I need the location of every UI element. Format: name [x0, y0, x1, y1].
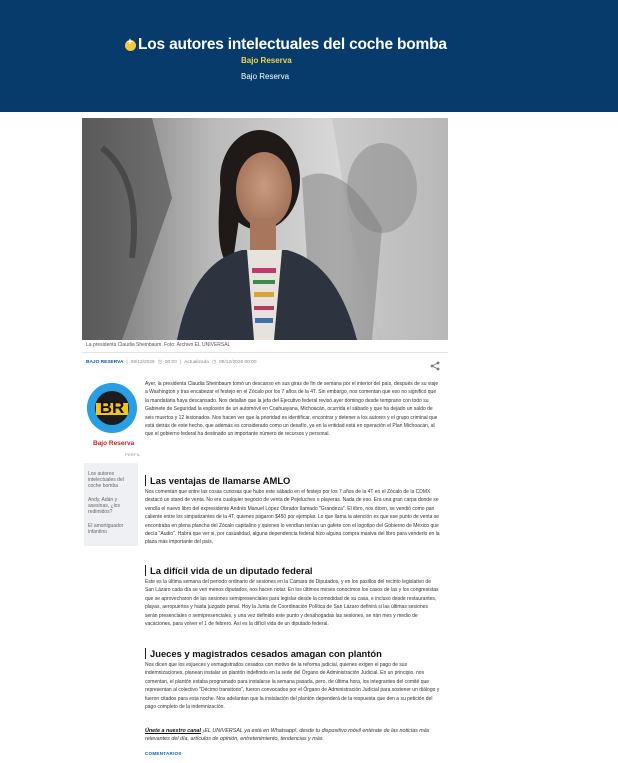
- heading-marker: [145, 648, 146, 659]
- related-item[interactable]: Andy, Adán y asesinas, ¿los redimidos?: [88, 497, 120, 515]
- heading-marker: [145, 475, 146, 486]
- publish-date: 08/12/2026: [130, 360, 155, 365]
- author-logo[interactable]: [87, 383, 137, 433]
- meta-separator: |: [126, 360, 128, 365]
- author-name[interactable]: Bajo Reserva: [93, 440, 135, 447]
- meta-section-link[interactable]: BAJO RESERVA: [86, 360, 124, 365]
- paragraph: Nos comentan que entre las cosas curiosas que hubo este sábado en el festejo por los 7 años de la 4T en el Zócalo de la CDMX destacó un stand de venta. No era cualquier negocio de venta de Pejeluches o playeras. Nada de eso. Era una gran carpa donde se vendía el nuevo libro del expresidente Andrés Manuel López Obrador llamado "Grandeza". El libro, nos dicen, se vendió como pan caliente entre los simpatizantes de la 4T, quienes pagaron $450 por ejemplar. Lo que llama la atención es que ese punto de venta se encontraba en plena plancha del Zócalo capitalino y quienes lo vendían tenían un gafete con el logotipo del Gobierno de México que decía "Audio". Habrá que ver si, por casualidad, alguna dependencia federal hizo alguna compra masiva del libro para venderlo en la plaza más importante del país.: [145, 489, 440, 546]
- subheading: Jueces y magistrados cesados amagan con plantón: [150, 648, 382, 659]
- comments-link[interactable]: COMENTARIOS: [145, 751, 182, 756]
- photo-caption: La presidenta Claudia Sheinbaum. Foto: Archivo EL UNIVERSAL: [86, 342, 231, 348]
- article-meta: [86, 360, 257, 365]
- share-icon[interactable]: [430, 361, 440, 371]
- author-profile-link[interactable]: PERFIL: [125, 452, 141, 457]
- whatsapp-promo: [145, 727, 441, 744]
- heading-marker: [145, 565, 146, 576]
- section-subtitle: Bajo Reserva: [241, 72, 290, 81]
- article-title: Los autores intelectuales del coche bomba: [138, 36, 447, 53]
- plus-badge-icon: [125, 40, 136, 51]
- paragraph: Nos dicen que los exjueces y exmagistrados cesados con motivo de la reforma judicial, quienes exigen el pago de sus indemnizaciones, planean instalar un plantón indefinido en la sede del Órgano de Administración Judicial. En un principio, nos comentan, el plantón estaba programado para instalarse la semana pasada, pero, de última hora, los integrantes del comité que representan al colectivo "Décimo transitorio", fueron convocados por el Órgano de Administración Judicial para sostener un diálogo y fueron citados para esta noche. Nos adelantan que la instalación del plantón dependerá de la respuesta que den a su petición del pago completo de la indemnización.: [145, 662, 440, 711]
- divider: [82, 352, 448, 353]
- author-logo-letters: BR: [99, 398, 125, 417]
- whatsapp-promo-text: ¡EL UNIVERSAL ya está en Whatsapp!, desde tu dispositivo móvil entérate de las noticias más relevantes del día, artículos de opinión, entretenimiento, tendencias y más.: [145, 728, 430, 743]
- clock-icon: ◷: [157, 360, 162, 365]
- clock-icon: ◷: [211, 360, 217, 365]
- related-item[interactable]: Los autores intelectuales del coche bomba: [88, 471, 124, 489]
- updated-label: Actualizada: [184, 360, 209, 365]
- subheading: La difícil vida de un diputado federal: [150, 565, 313, 576]
- related-item[interactable]: El amortiguador infantino: [88, 523, 124, 535]
- meta-separator: |: [179, 360, 182, 365]
- title-row: [125, 36, 447, 54]
- updated-date: 08/12/2026 00:00: [219, 360, 257, 365]
- publish-time: 00:00: [164, 360, 177, 365]
- portrait-image: [82, 118, 448, 340]
- section-link[interactable]: Bajo Reserva: [241, 56, 292, 65]
- whatsapp-channel-link[interactable]: Únete a nuestro canal: [145, 728, 202, 734]
- paragraph: Este es la última semana del periodo ordinario de sesiones en la Cámara de Diputados, y en los pasillos del recinto legislativo de San Lázaro cada día se ven menos diputados, nos hacen notar. En los últimos meses conocimos los casos de las y los congresistas que se aprovecharon de las sesiones semipresenciales para legislar desde la comodidad de su casa, e incluso desde restaurantes, playas, aeropuertos y hasta juzgado penal. Hoy la Junta de Coordinación Política de San Lázaro definirá si las últimas sesiones serán presenciales o semipresenciales, y una vez definido este punto y desahogadas las sesiones, se irán mes y medio de vacaciones, para volver el 1 de febrero. Así es la difícil vida de un diputado federal.: [145, 579, 439, 628]
- article-header: [0, 0, 618, 112]
- paragraph: Ayer, la presidenta Claudia Sheinbaum tomó un descanso en sus giras de fin de semana por el interior del país, después de su viaje a Washington y tras encabezar el festejo en el Zócalo por los 7 años de la 4T. Sin embargo, nos comentan que eso no significó que la mandataria haya descansado. Nos detallan que la jefa del Ejecutivo federal revisó ayer domingo desde temprano con todo su Gabinete de Seguridad la explosión de un automóvil en Coahuayana, Michoacán, ocurrida el sábado y que ha dejado un saldo de seis muertos y 12 lesionados. Nos hacen ver que la prioridad es identificar, encontrar y detener a los autores y el grupo criminal que está detrás de este hecho, que además es considerado como un desafío, ya en la entidad está en operación el Plan Michoacán, al que el gobierno federal ha destinado un importante número de recursos y personal.: [145, 381, 439, 438]
- article-photo: [82, 118, 448, 340]
- subheading: Las ventajas de llamarse AMLO: [150, 475, 291, 486]
